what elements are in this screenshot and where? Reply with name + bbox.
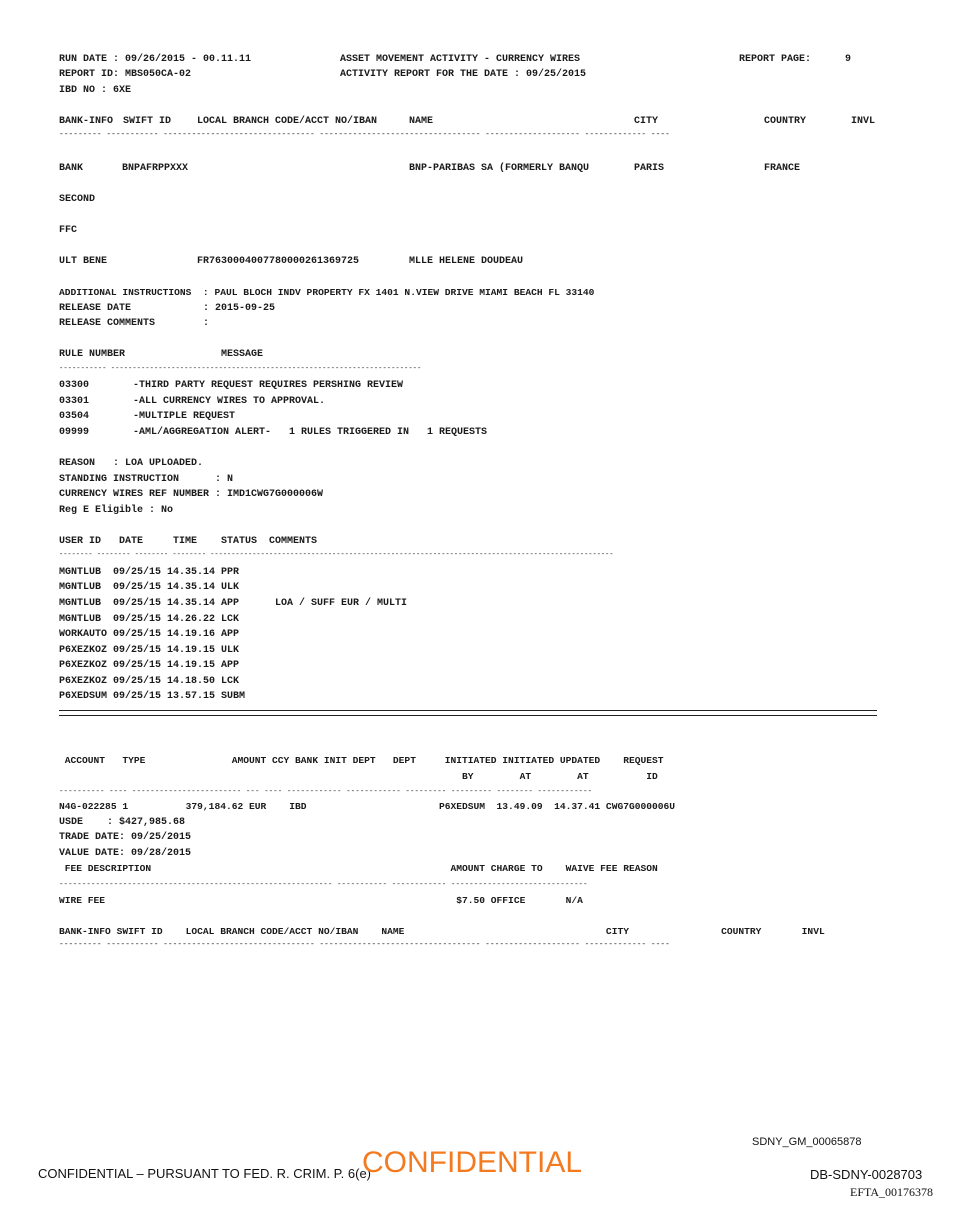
confidential-pursuant: CONFIDENTIAL – PURSUANT TO FED. R. CRIM. P. 6(e) [38, 1166, 372, 1181]
activity-log-row: P6XEZKOZ 09/25/15 14.19.15 ULK [59, 645, 240, 656]
fee-header: FEE DESCRIPTION AMOUNT CHARGE TO WAIVE FEE REASON [59, 863, 658, 874]
col-name: NAME [409, 116, 434, 127]
trade-date: TRADE DATE: 09/25/2015 [59, 832, 192, 843]
efta-bates: EFTA_00176378 [850, 1185, 934, 1199]
ibd-no: IBD NO : 6XE [59, 85, 132, 96]
activity-log-row: MGNTLUB 09/25/15 14.26.22 LCK [59, 614, 240, 625]
bank-row-swift: BNPAFRPPXXX [122, 163, 189, 174]
bank-row-type: BANK [59, 163, 84, 174]
ult-bene-account: FR7630004007780000261369725 [197, 256, 360, 267]
bank-table-repeat-separator: --------- ----------- -------------------------------- ---------------------------------- -------------------- ------------- ---- [59, 941, 670, 949]
account-header-line1: ACCOUNT TYPE AMOUNT CCY BANK INIT DEPT DEPT INITIATED INITIATED UPDATED REQUEST [59, 755, 664, 766]
report-id: REPORT ID: MBS050CA-02 [59, 69, 192, 80]
value-date: VALUE DATE: 09/28/2015 [59, 848, 192, 859]
col-country: COUNTRY [764, 116, 807, 127]
bank-row-country: FRANCE [764, 163, 801, 174]
bank-row-city: PARIS [634, 163, 665, 174]
rule-message-header: MESSAGE [221, 349, 264, 360]
activity-log-row: P6XEDSUM 09/25/15 13.57.15 SUBM [59, 691, 246, 702]
confidential-stamp: CONFIDENTIAL [362, 1146, 583, 1179]
additional-instructions: ADDITIONAL INSTRUCTIONS : PAUL BLOCH INDV PROPERTY FX 1401 N.VIEW DRIVE MIAMI BEACH FL 33140 [59, 287, 595, 298]
reason: REASON : LOA UPLOADED. [59, 458, 204, 469]
col-swift-id: SWIFT ID [123, 116, 172, 127]
fee-row: WIRE FEE $7.50 OFFICE N/A [59, 895, 583, 906]
reg-e-eligible: Reg E Eligible : No [59, 505, 174, 516]
account-separator: ---------- ---- ------------------------ --- ---- ------------ ------------ --------- --------- -------- ------------ [59, 788, 593, 796]
report-title: ASSET MOVEMENT ACTIVITY - CURRENCY WIRES [340, 54, 581, 65]
rule-code: 03504 [59, 411, 90, 422]
ult-bene-label: ULT BENE [59, 256, 108, 267]
bates-sdny: SDNY_GM_00065878 [752, 1136, 862, 1148]
col-city: CITY [634, 116, 659, 127]
ult-bene-name: MLLE HELENE DOUDEAU [409, 256, 524, 267]
col-bank-info: BANK-INFO [59, 116, 114, 127]
ffc-label: FFC [59, 225, 78, 236]
col-local-branch: LOCAL BRANCH CODE/ACCT NO/IBAN [197, 116, 378, 127]
bank-row-name: BNP-PARIBAS SA (FORMERLY BANQU [409, 163, 590, 174]
activity-log-separator: -------- -------- -------- -------- ------------------------------------------------------------------------------------------------ [59, 551, 614, 559]
activity-log-header: USER ID DATE TIME STATUS COMMENTS [59, 536, 318, 547]
rules-separator: ----------- ------------------------------------------------------------------------ [59, 365, 422, 373]
section-divider [59, 710, 877, 716]
col-invl: INVL [851, 116, 876, 127]
db-sdny-bates: DB-SDNY-0028703 [810, 1167, 923, 1182]
rule-number-header: RULE NUMBER [59, 349, 126, 360]
rule-message: -THIRD PARTY REQUEST REQUIRES PERSHING REVIEW [133, 380, 404, 391]
report-page-number: 9 [845, 54, 852, 65]
activity-log-row: MGNTLUB 09/25/15 14.35.14 APP LOA / SUFF EUR / MULTI [59, 598, 408, 609]
release-date: RELEASE DATE : 2015-09-25 [59, 303, 276, 314]
rule-code: 09999 [59, 427, 90, 438]
rule-message: -ALL CURRENCY WIRES TO APPROVAL. [133, 396, 326, 407]
activity-log-row: MGNTLUB 09/25/15 14.35.14 ULK [59, 582, 240, 593]
rule-code: 03300 [59, 380, 90, 391]
bank-table-repeat-header: BANK-INFO SWIFT ID LOCAL BRANCH CODE/ACCT NO/IBAN NAME CITY COUNTRY INVL [59, 926, 825, 937]
standing-instruction: STANDING INSTRUCTION : N [59, 474, 234, 485]
release-comments: RELEASE COMMENTS : [59, 318, 210, 329]
account-header-line2: BY AT AT ID [59, 771, 658, 782]
rule-message: -AML/AGGREGATION ALERT- 1 RULES TRIGGERED IN 1 REQUESTS [133, 427, 488, 438]
activity-log-row: P6XEZKOZ 09/25/15 14.18.50 LCK [59, 676, 240, 687]
rule-message: -MULTIPLE REQUEST [133, 411, 236, 422]
account-row: N4G-022285 1 379,184.62 EUR IBD P6XEDSUM 13.49.09 14.37.41 CWG7G000006U [59, 801, 676, 812]
currency-wires-ref: CURRENCY WIRES REF NUMBER : IMD1CWG7G000006W [59, 489, 324, 500]
bank-table-separator: --------- ----------- -------------------------------- ---------------------------------- -------------------- ------------- ---- [59, 131, 670, 139]
second-label: SECOND [59, 194, 96, 205]
activity-log-row: P6XEZKOZ 09/25/15 14.19.15 APP [59, 660, 240, 671]
activity-log-row: WORKAUTO 09/25/15 14.19.16 APP [59, 629, 240, 640]
report-page-label: REPORT PAGE: [739, 54, 812, 65]
activity-log-row: MGNTLUB 09/25/15 14.35.14 PPR [59, 567, 240, 578]
fee-separator: ------------------------------------------------------------ ----------- ------------ ------------------------------ [59, 881, 588, 889]
run-date: RUN DATE : 09/26/2015 - 00.11.11 [59, 54, 252, 65]
usde-amount: USDE : $427,985.68 [59, 817, 186, 828]
report-subtitle: ACTIVITY REPORT FOR THE DATE : 09/25/2015 [340, 69, 587, 80]
rule-code: 03301 [59, 396, 90, 407]
